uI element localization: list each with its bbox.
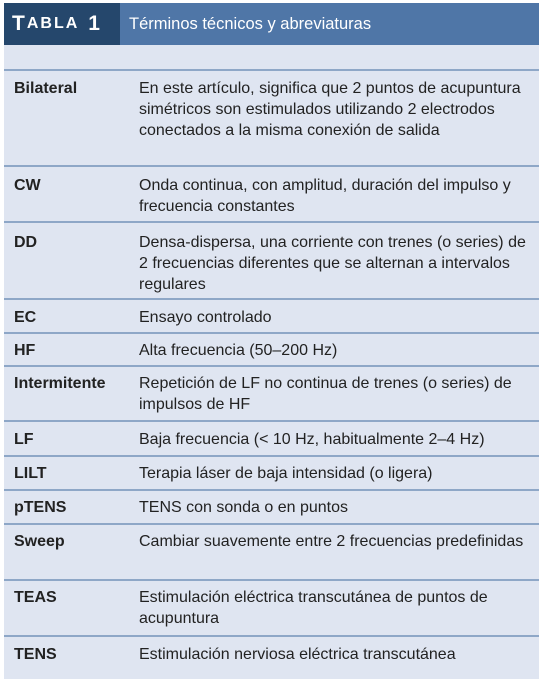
row-term: Intermitente xyxy=(14,375,106,392)
row-term: LF xyxy=(14,431,34,448)
row-term: DD xyxy=(14,234,38,251)
table-row xyxy=(4,332,539,365)
row-definition: Estimulación nerviosa eléctrica transcutánea xyxy=(139,646,456,663)
table-row xyxy=(4,455,539,489)
table-row xyxy=(4,365,539,420)
row-term: HF xyxy=(14,342,36,359)
row-definition: Terapia láser de baja intensidad (o ligera) xyxy=(139,465,433,482)
row-definition: Alta frecuencia (50–200 Hz) xyxy=(139,342,338,359)
row-definition: En este artículo, significa que 2 puntos de acupuntura simétricos son estimulados utilizando 2 electrodos conectados a la misma conexión de salida xyxy=(139,80,521,139)
row-definition: Estimulación eléctrica transcutánea de puntos de acupuntura xyxy=(139,589,488,627)
row-definition: Baja frecuencia (< 10 Hz, habitualmente 2–4 Hz) xyxy=(139,431,485,448)
table-number: 1 xyxy=(88,12,102,35)
row-term: TEAS xyxy=(14,589,57,606)
table-row xyxy=(4,635,539,673)
row-term: Bilateral xyxy=(14,80,78,97)
row-definition: Repetición de LF no continua de trenes (o series) de impulsos de HF xyxy=(139,375,512,413)
table-label-initial: T xyxy=(12,12,27,35)
row-term: pTENS xyxy=(14,499,67,516)
table-row xyxy=(4,579,539,635)
table-label xyxy=(4,3,120,45)
abbreviations-table xyxy=(4,3,539,679)
row-term: CW xyxy=(14,177,41,194)
table-label-word: ABLA xyxy=(26,15,80,32)
row-term: Sweep xyxy=(14,533,65,550)
row-definition: TENS con sonda o en puntos xyxy=(139,499,349,516)
table-row xyxy=(4,298,539,332)
table-body xyxy=(4,69,539,673)
row-term: EC xyxy=(14,309,37,326)
row-definition: Densa-dispersa, una corriente con trenes (o series) de 2 frecuencias diferentes que se alternan a intervalos regulares xyxy=(139,234,526,293)
row-term: TENS xyxy=(14,646,57,663)
table-row xyxy=(4,69,539,165)
row-definition: Onda continua, con amplitud, duración del impulso y frecuencia constantes xyxy=(139,177,511,215)
row-definition: Cambiar suavemente entre 2 frecuencias predefinidas xyxy=(139,533,524,550)
table-row xyxy=(4,165,539,221)
table-row xyxy=(4,523,539,579)
table-row xyxy=(4,489,539,523)
table-row xyxy=(4,420,539,455)
row-term: LILT xyxy=(14,465,47,482)
table-header xyxy=(4,3,539,45)
table-row xyxy=(4,221,539,298)
table-title: Términos técnicos y abreviaturas xyxy=(120,3,539,45)
row-definition: Ensayo controlado xyxy=(139,309,272,326)
